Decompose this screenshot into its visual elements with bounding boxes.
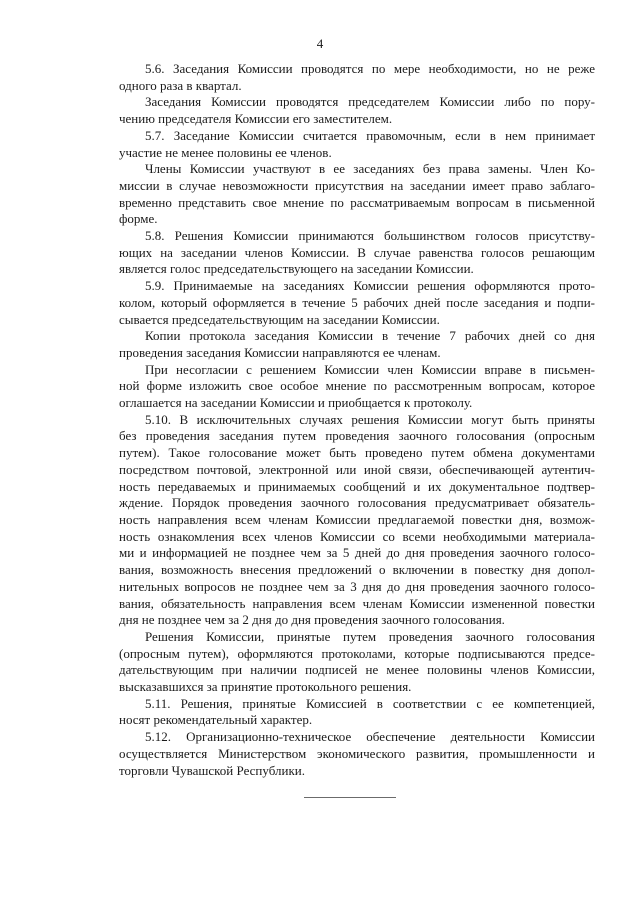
text-line: путем). Такое голосование может быть проведено путем обмена документами bbox=[119, 445, 595, 461]
text-line: дательствующим при наличии подписей не менее половины членов Комиссии, bbox=[119, 662, 595, 678]
text-line: чению председателя Комиссии его заместителем. bbox=[119, 111, 393, 127]
text-line: нительных вопросов не позднее чем за 3 дня до дня проведения заочного голосо- bbox=[119, 578, 595, 594]
paragraph-p-5-6 bbox=[119, 61, 595, 94]
text-line: оглашается на заседании Комиссии и приобщается к протоколу. bbox=[119, 395, 473, 411]
paragraph-p-5-10b bbox=[119, 629, 595, 696]
text-line: носят рекомендательный характер. bbox=[119, 712, 313, 728]
paragraph-p-5-10 bbox=[119, 412, 595, 629]
text-line: ми и информацией не позднее чем за 5 дней до дня проведения заочного голосо- bbox=[119, 545, 595, 561]
text-line: ждение. Порядок проведения заочного голосования предусматривает обязатель- bbox=[119, 495, 595, 511]
text-line: Заседания Комиссии проводятся председателем Комиссии либо по пору- bbox=[145, 94, 595, 110]
text-line: ность ознакомления всех членов Комиссии со всеми необходимыми материала- bbox=[119, 528, 595, 544]
text-line: Решения Комиссии, принятые путем проведения заочного голосования bbox=[145, 628, 595, 644]
text-line: ность направления всем членам Комиссии предлагаемой повестки дня, возмож- bbox=[119, 511, 595, 527]
text-line: является голос председательствующего на заседании Комиссии. bbox=[119, 261, 474, 277]
text-line: 5.8. Решения Комиссии принимаются большинством голосов присутству- bbox=[145, 228, 595, 244]
text-line: (опросным путем), оформляются протоколами, которые подписываются предсе- bbox=[119, 645, 595, 661]
paragraph-p-5-8 bbox=[119, 228, 595, 278]
text-line: 5.10. В исключительных случаях решения Комиссии могут быть приняты bbox=[145, 411, 595, 427]
text-line: одного раза в квартал. bbox=[119, 77, 242, 93]
text-line: 5.12. Организационно-техническое обеспечение деятельности Комиссии bbox=[145, 729, 595, 745]
document-body bbox=[119, 61, 595, 779]
paragraph-p-5-9 bbox=[119, 278, 595, 328]
text-line: без проведения заседания путем проведения заочного голосования (опросным bbox=[119, 428, 595, 444]
text-line: торговли Чувашской Республики. bbox=[119, 762, 305, 778]
text-line: 5.9. Принимаемые на заседаниях Комиссии решения оформляются прото- bbox=[145, 278, 595, 294]
text-line: высказавшихся за принятие протокольного решения. bbox=[119, 679, 412, 695]
text-line: участие не менее половины ее членов. bbox=[119, 144, 332, 160]
text-line: 5.7. Заседание Комиссии считается правомочным, если в нем принимает bbox=[145, 127, 595, 143]
text-line: При несогласии с решением Комиссии член Комиссии вправе в письмен- bbox=[145, 361, 595, 377]
text-line: временно представить свое мнение по рассматриваемым вопросам в письменной bbox=[119, 194, 595, 210]
text-line: колом, который оформляется в течение 5 рабочих дней после заседания и подпи- bbox=[119, 294, 595, 310]
text-line: миссии в случае невозможности присутствия на заседании имеет право заблаго- bbox=[119, 177, 595, 193]
text-line: осуществляется Министерством экономического развития, промышленности и bbox=[119, 745, 595, 761]
text-line: 5.6. Заседания Комиссии проводятся по мере необходимости, но не реже bbox=[145, 61, 595, 76]
paragraph-p-5-9b bbox=[119, 328, 595, 361]
text-line: сывается председательствующим на заседании Комиссии. bbox=[119, 311, 440, 327]
paragraph-p-5-7 bbox=[119, 128, 595, 161]
paragraph-p-5-9c bbox=[119, 362, 595, 412]
paragraph-p-5-6b bbox=[119, 94, 595, 127]
text-line: ной форме изложить свое особое мнение по рассмотренным вопросам, которое bbox=[119, 378, 595, 394]
end-rule bbox=[304, 797, 396, 798]
text-line: 5.11. Решения, принятые Комиссией в соответствии с ее компетенцией, bbox=[145, 695, 595, 711]
text-line: дня не позднее чем за 2 дня до дня проведения заочного голосования. bbox=[119, 612, 505, 628]
text-line: ность передаваемых и принимаемых сообщений и их документальное подтвер- bbox=[119, 478, 595, 494]
text-line: вания, возможность внесения предложений о включении в повестку дня допол- bbox=[119, 562, 595, 578]
text-line: ющих на заседании членов Комиссии. В случае равенства голосов решающим bbox=[119, 244, 595, 260]
paragraph-p-5-11 bbox=[119, 696, 595, 729]
text-line: вания, обязательность направления всем членам Комиссии измененной повестки bbox=[119, 595, 595, 611]
paragraph-p-5-7b bbox=[119, 161, 595, 228]
text-line: посредством почтовой, электронной или иной связи, обеспечивающей аутентич- bbox=[119, 461, 595, 477]
paragraph-p-5-12 bbox=[119, 729, 595, 779]
page-number: 4 bbox=[316, 36, 324, 51]
text-line: проведения заседания Комиссии направляются ее членам. bbox=[119, 344, 441, 360]
text-line: Члены Комиссии участвуют в ее заседаниях без права замены. Член Ко- bbox=[145, 161, 595, 177]
text-line: Копии протокола заседания Комиссии в течение 7 рабочих дней со дня bbox=[145, 328, 595, 344]
text-line: форме. bbox=[119, 211, 158, 227]
